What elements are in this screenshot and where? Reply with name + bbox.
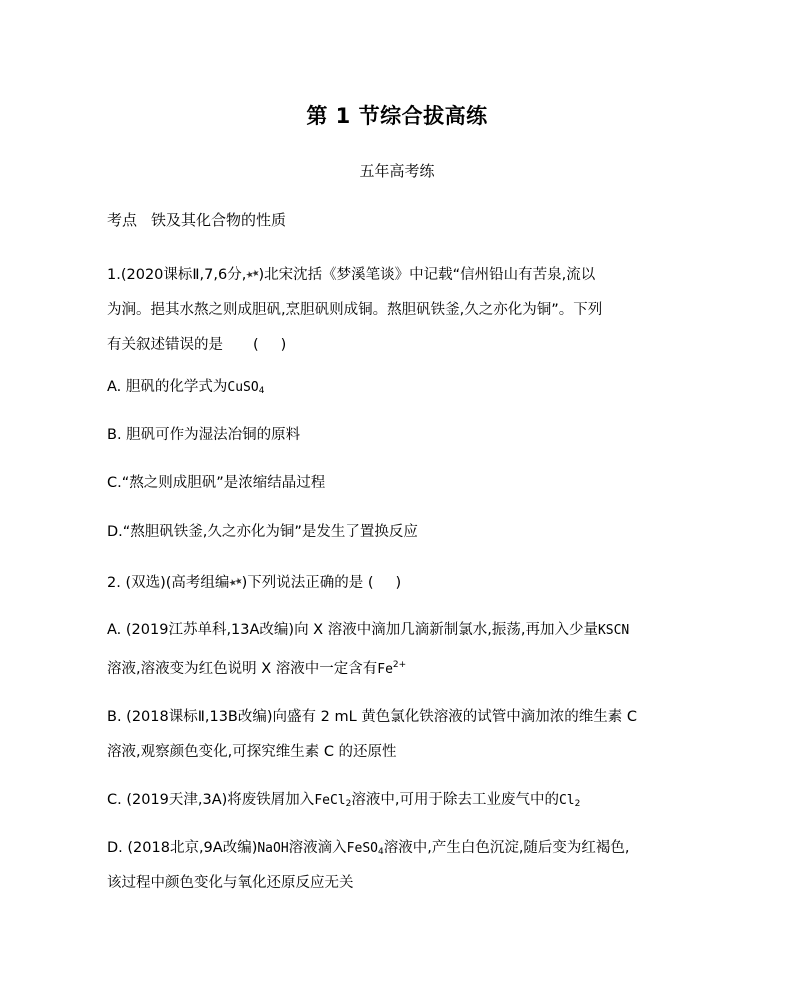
q1-option-c: C.“熬之则成胆矾”是浓缩结晶过程: [107, 475, 326, 491]
q1-line-2: 为涧。挹其水熬之则成胆矾,烹胆矾则成铜。熬胆矾铁釜,久之亦化为铜”。下列: [107, 302, 603, 318]
q2-option-d: D. (2018北京,9A改编)NaOH溶液滴入FeSO$_4$溶液中,产生白色沉淀,随后变为红褐色, 该过程中颜色变化与氧化还原反应无关: [107, 840, 630, 891]
difficulty-star-icon: ★★: [245, 268, 260, 282]
q1-source: (2020课标Ⅱ,7,6分,: [120, 267, 247, 283]
page-subtitle: 五年高考练: [359, 162, 435, 180]
question-2: 2. (双选)(高考组编★★)下列说法正确的是 ( ): [107, 566, 697, 601]
q1-option-d: D.“熬胆矾铁釜,久之亦化为铜”是发生了置换反应: [107, 524, 418, 540]
question-1: [107, 258, 697, 363]
answer-paren-close: ): [280, 337, 287, 353]
q1-number: 1.: [107, 267, 121, 283]
page-title: 第 1 节综合拔高练: [306, 104, 488, 128]
q2-option-b: B. (2018课标Ⅱ,13B改编)向盛有 2 mL 黄色氯化铁溶液的试管中滴加浓的维生素 C 溶液,观察颜色变化,可探究维生素 C 的还原性: [107, 709, 638, 760]
section-heading: [107, 209, 286, 230]
q1-option-a: A. 胆矾的化学式为CuSO$_4$: [107, 379, 265, 396]
answer-paren-open: (: [253, 337, 259, 353]
section-topic: 铁及其化合物的性质: [151, 211, 287, 229]
q2-option-a: A. (2019江苏单科,13A改编)向 X 溶液中滴加几滴新制氯水,振荡,再加入少量KSCN 溶液,溶液变为红色说明 X 溶液中一定含有$Fe^{2+}$: [107, 622, 630, 677]
q1-line-1: 1.(2020课标Ⅱ,7,6分,★★)北宋沈括《梦溪笔谈》中记载“信州铅山有苦泉,流以: [107, 258, 697, 293]
q2-number: 2.: [107, 575, 121, 591]
formula-cuso4: CuSO: [227, 380, 259, 395]
q2-option-c: C. (2019天津,3A)将废铁屑加入FeCl$_2$溶液中,可用于除去工业废气中的$Cl_2$: [107, 792, 581, 809]
difficulty-star-icon: ★★: [228, 576, 243, 590]
q1-option-b: B. 胆矾可作为湿法冶铜的原料: [107, 427, 301, 443]
section-label: 考点: [107, 211, 138, 229]
q1-stem-3: 有关叙述错误的是: [107, 337, 223, 353]
q1-stem-1: 北宋沈括《梦溪笔谈》中记载“信州铅山有苦泉,流以: [264, 267, 596, 283]
q1-line-3: [107, 328, 697, 363]
